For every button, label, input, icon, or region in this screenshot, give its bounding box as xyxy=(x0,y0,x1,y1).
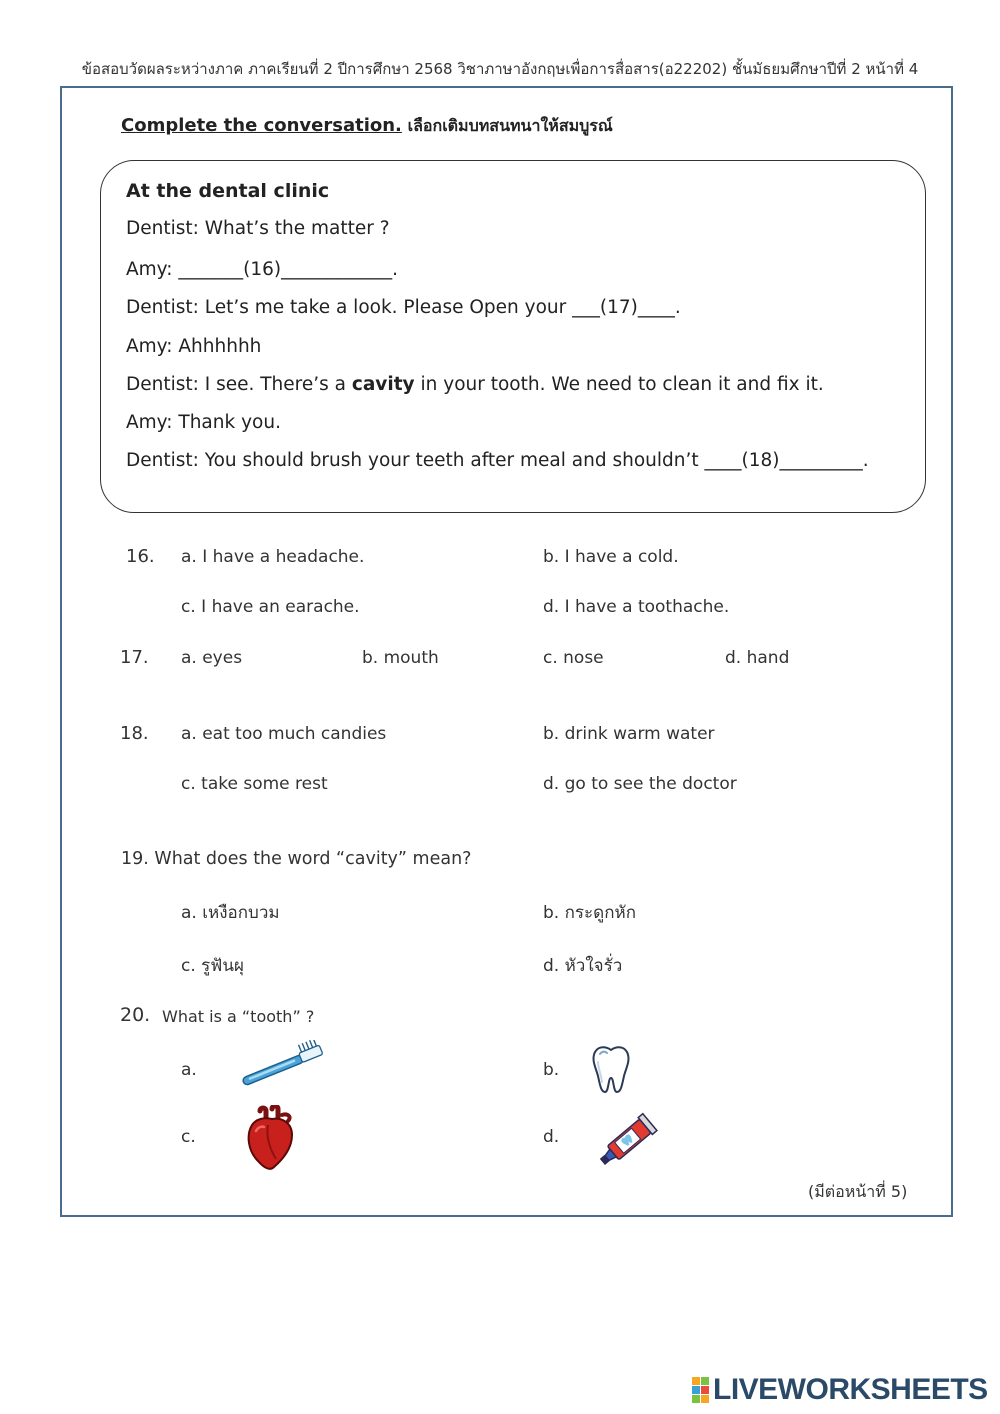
logo-mark-icon xyxy=(692,1377,709,1403)
q16-option-c[interactable]: c. I have an earache. xyxy=(181,597,360,617)
q16-option-a[interactable]: a. I have a headache. xyxy=(181,547,365,567)
instruction xyxy=(121,114,613,139)
instruction-english: Complete the conversation. xyxy=(121,115,402,136)
q18-option-a[interactable]: a. eat too much candies xyxy=(181,724,387,744)
liveworksheets-logo[interactable] xyxy=(692,1374,988,1406)
q19-option-d[interactable]: d. หัวใจรั่ว xyxy=(543,956,623,976)
continued-note: (มีต่อหน้าที่ 5) xyxy=(808,1182,908,1201)
conversation-line-5 xyxy=(126,374,824,395)
heart-icon[interactable] xyxy=(242,1105,296,1173)
q17-option-c[interactable]: c. nose xyxy=(543,648,604,668)
logo-text: LIVEWORKSHEETS xyxy=(713,1373,988,1406)
toothpaste-icon[interactable] xyxy=(592,1108,662,1172)
q17-option-a[interactable]: a. eyes xyxy=(181,648,243,668)
tooth-icon[interactable] xyxy=(589,1044,633,1094)
q16-option-b[interactable]: b. I have a cold. xyxy=(543,547,679,567)
conversation-title: At the dental clinic xyxy=(126,180,330,202)
conversation-line-2: Amy: _______(16)____________. xyxy=(126,259,398,280)
instruction-thai: เลือกเติมบทสนทนาให้สมบูรณ์ xyxy=(407,116,613,135)
conversation-line-6: Amy: Thank you. xyxy=(126,412,281,433)
q20-option-d-label[interactable]: d. xyxy=(543,1127,560,1147)
conversation-line-1: Dentist: What’s the matter ? xyxy=(126,218,390,239)
question-20-text: What is a “tooth” ? xyxy=(162,1007,315,1026)
q20-option-b-label[interactable]: b. xyxy=(543,1060,560,1080)
q18-option-b[interactable]: b. drink warm water xyxy=(543,724,715,744)
q18-option-d[interactable]: d. go to see the doctor xyxy=(543,774,737,794)
conversation-line-3: Dentist: Let’s me take a look. Please Open your ___(17)____. xyxy=(126,297,681,318)
question-19: 19. What does the word “cavity” mean? xyxy=(121,849,472,869)
q17-option-d[interactable]: d. hand xyxy=(725,648,790,668)
q16-option-d[interactable]: d. I have a toothache. xyxy=(543,597,730,617)
cavity-word: cavity xyxy=(351,374,415,395)
conversation-line-7: Dentist: You should brush your teeth after meal and shouldn’t ____(18)_________. xyxy=(126,450,869,471)
q20-option-c-label[interactable]: c. xyxy=(181,1127,196,1147)
line5-post: in your tooth. We need to clean it and fix it. xyxy=(414,374,824,395)
question-18-number: 18. xyxy=(120,723,149,744)
q17-option-b[interactable]: b. mouth xyxy=(362,648,439,668)
q20-option-a-label[interactable]: a. xyxy=(181,1060,197,1080)
question-20-number: 20. xyxy=(120,1004,151,1026)
q19-option-b[interactable]: b. กระดูกหัก xyxy=(543,903,636,923)
page-header: ข้อสอบวัดผลระหว่างภาค ภาคเรียนที่ 2 ปีการศึกษา 2568 วิชาภาษาอังกฤษเพื่อการสื่อสาร(อ22202) ชั้นมัธยมศึกษาปีที่ 2 หน้าที่ 4 xyxy=(81,60,919,78)
q19-option-a[interactable]: a. เหงือกบวม xyxy=(181,903,280,923)
question-17-number: 17. xyxy=(120,647,149,668)
question-16-number: 16. xyxy=(126,546,155,567)
q19-option-c[interactable]: c. รูฟันผุ xyxy=(181,956,244,976)
line5-pre: Dentist: I see. There’s a xyxy=(126,374,352,395)
toothbrush-icon[interactable] xyxy=(236,1040,330,1090)
q18-option-c[interactable]: c. take some rest xyxy=(181,774,328,794)
conversation-line-4: Amy: Ahhhhhh xyxy=(126,336,262,357)
